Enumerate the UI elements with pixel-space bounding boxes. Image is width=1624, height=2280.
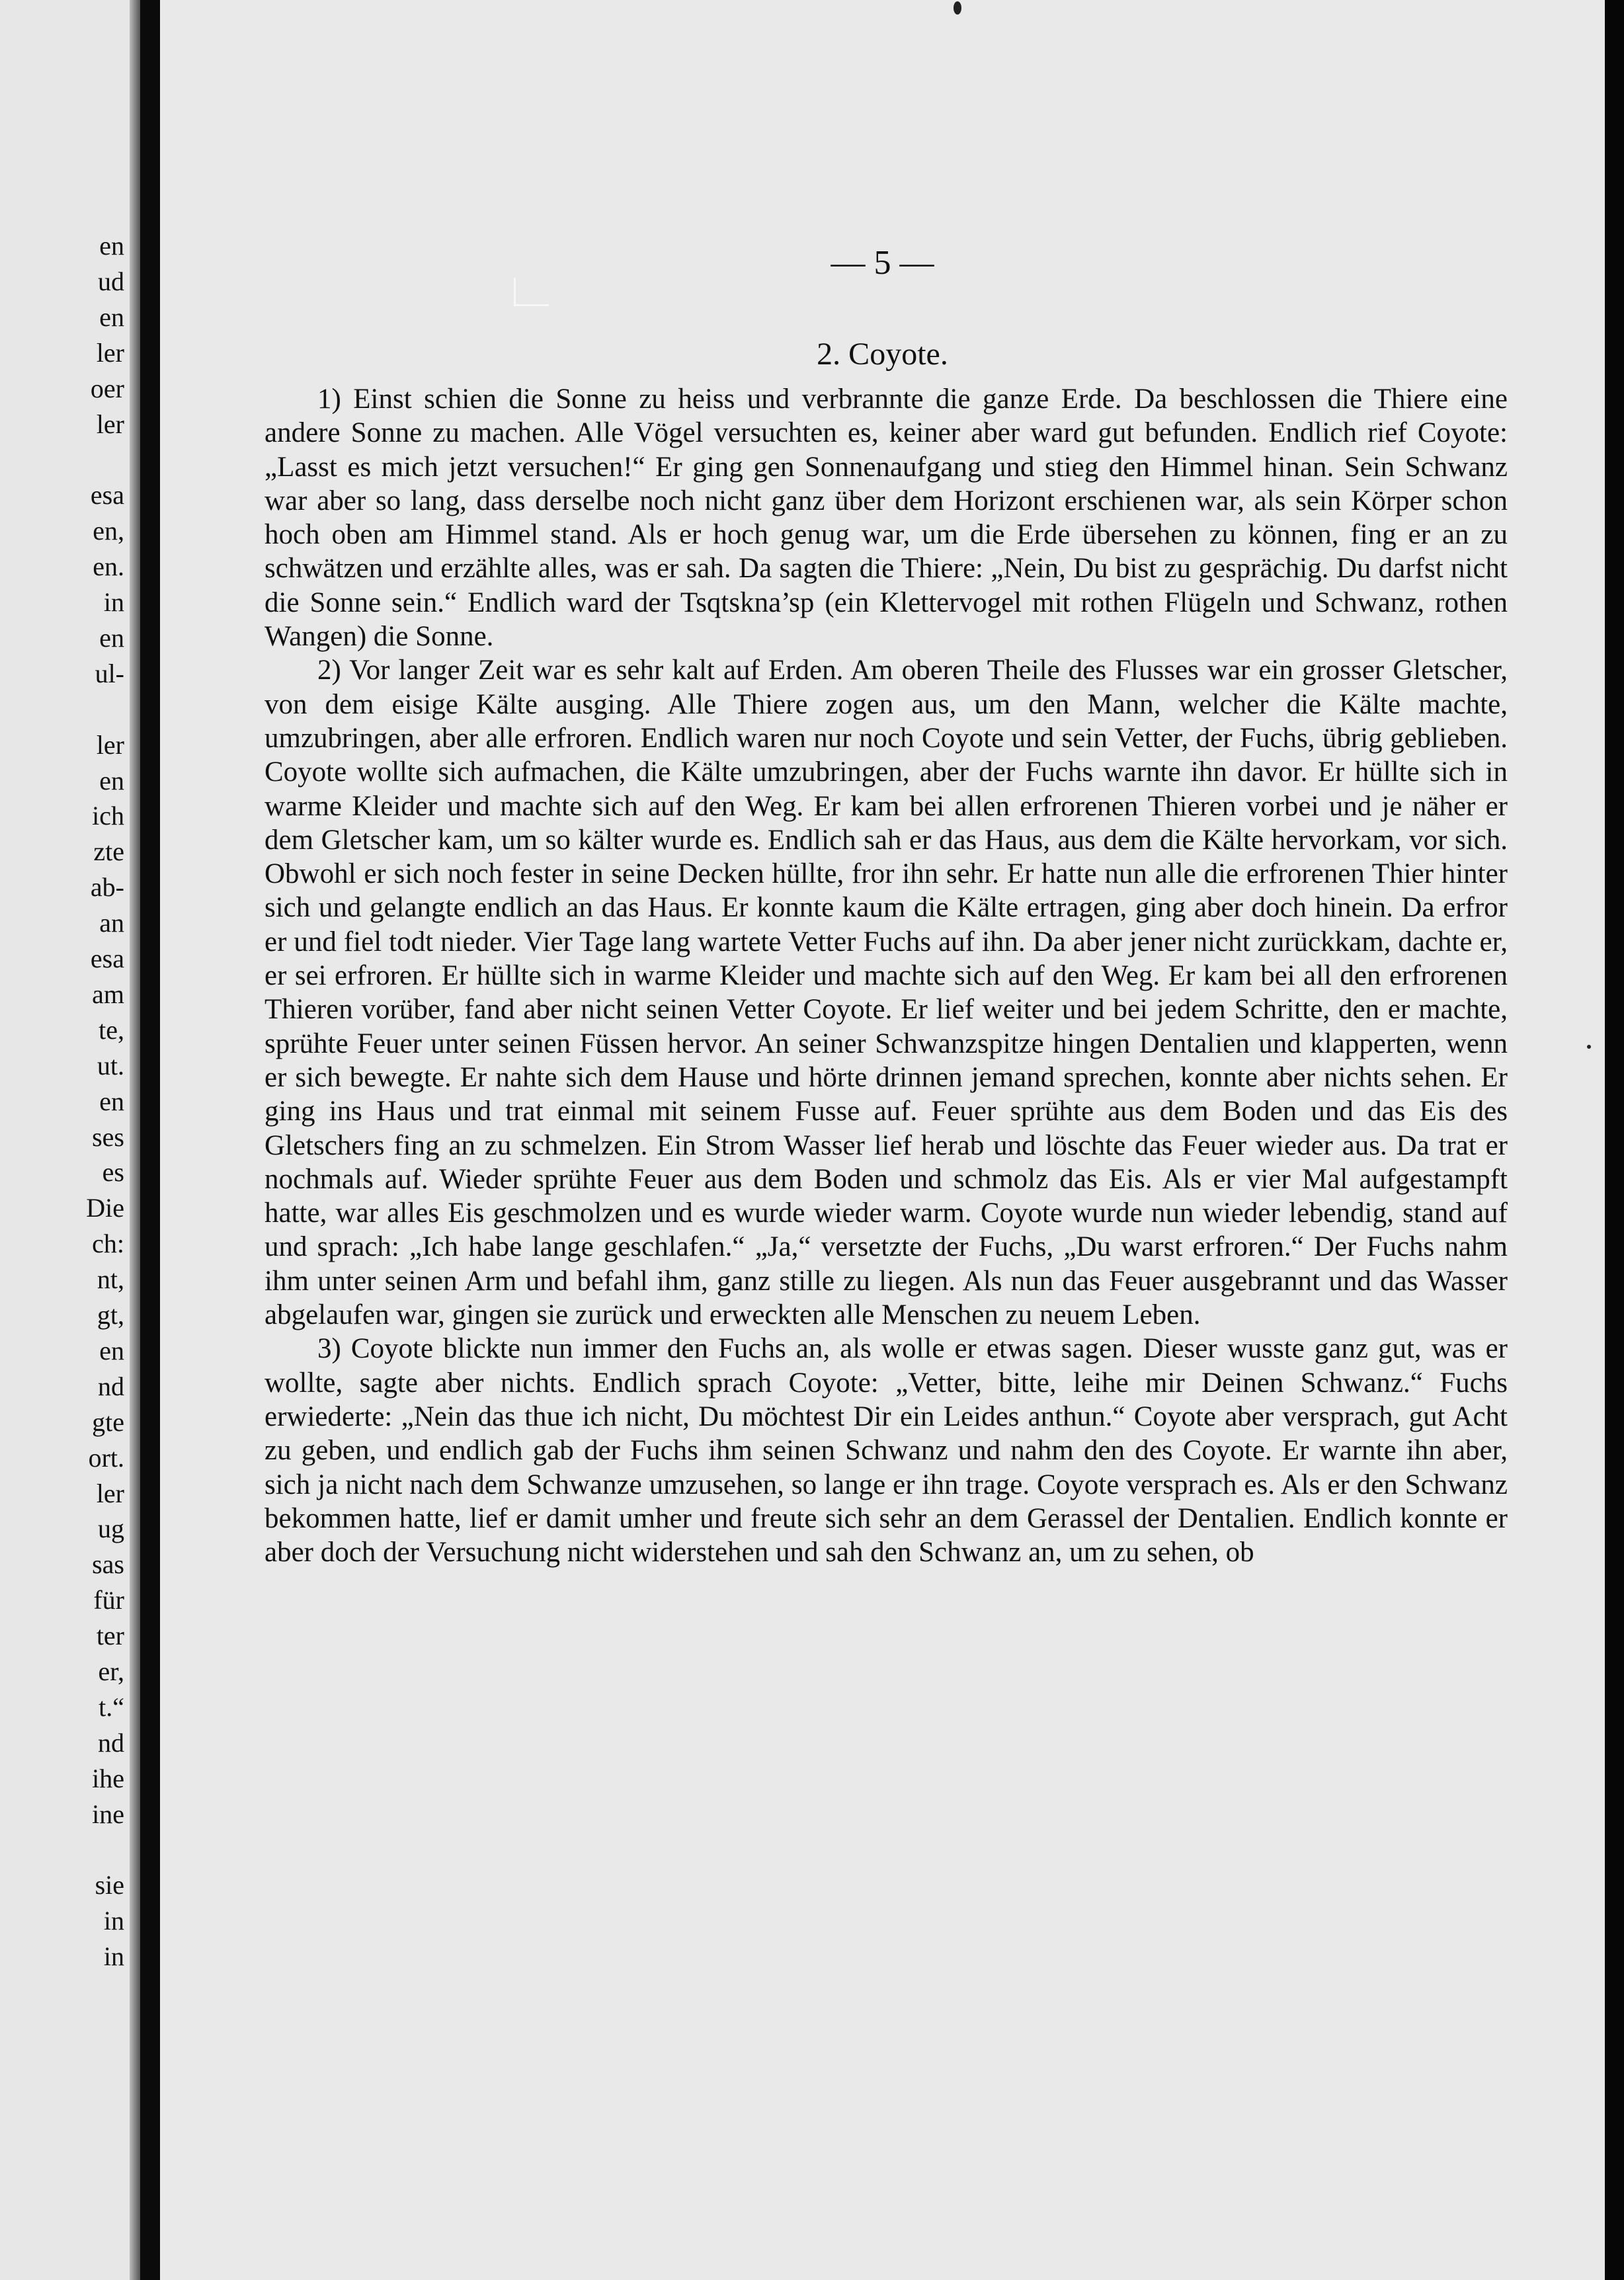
margin-fragment: en: [99, 765, 124, 795]
margin-fragment: ses: [92, 1121, 124, 1152]
right-page-edge: [1605, 0, 1624, 2280]
margin-fragment: ud: [98, 266, 124, 296]
margin-fragment: für: [93, 1585, 124, 1615]
margin-fragment: esa: [90, 944, 124, 973]
margin-fragment: sas: [92, 1549, 124, 1580]
margin-fragment: en: [99, 1335, 124, 1365]
margin-fragment: an: [99, 908, 124, 938]
margin-fragment: ug: [98, 1514, 124, 1544]
margin-fragment: en: [99, 302, 124, 332]
margin-fragment: Die: [86, 1193, 124, 1223]
margin-fragment: er,: [98, 1656, 124, 1686]
margin-fragment: ler: [96, 1478, 124, 1508]
margin-fragment: in: [103, 1906, 124, 1936]
margin-fragment: nt,: [97, 1264, 124, 1295]
margin-fragment: t.“: [99, 1691, 124, 1722]
margin-fragment: en.: [93, 551, 124, 582]
margin-fragment: am: [92, 979, 124, 1009]
margin-fragment: oer: [90, 373, 124, 403]
dust-speck: [1587, 1045, 1591, 1049]
margin-fragment: ler: [96, 409, 124, 439]
margin-fragment: en,: [93, 516, 124, 546]
margin-fragment: esa: [90, 480, 124, 510]
margin-fragment: ler: [96, 337, 124, 368]
margin-fragment: ch:: [92, 1229, 124, 1259]
page-number: — 5 —: [831, 244, 934, 282]
margin-fragment: nd: [98, 1371, 124, 1401]
body-text: [264, 382, 1508, 1569]
main-page: [160, 0, 1605, 2280]
left-page-edge: [0, 0, 140, 2280]
margin-fragment: sie: [95, 1870, 124, 1900]
margin-fragment: en: [99, 231, 124, 261]
margin-fragment: es: [102, 1157, 124, 1188]
margin-fragment: zte: [93, 836, 124, 867]
margin-fragment: ihe: [92, 1763, 124, 1793]
margin-fragment: gt,: [97, 1300, 124, 1330]
paragraph-1: 1) Einst schien die Sonne zu heiss und verbrannte die ganze Erde. Da beschlossen die Thiere eine andere Sonne zu machen. Alle Vögel versuchten es, keiner aber ward gut befunden. Endlich rief Coyote: „Lasst es mich jetzt versuchen!“ Er ging gen Sonnenaufgang und stieg den Himmel hinan. Sein Schwanz war aber so lang, dass derselbe noch nicht ganz über dem Horizont erschienen war, als sein Körper schon hoch oben am Himmel stand. Als er hoch genug war, um die Erde übersehen zu können, fing er an zu schwätzen und erzählte alles, was er sah. Da sagten die Thiere: „Nein, Du bist zu gesprächig. Du darfst nicht die Sonne sein.“ Endlich ward der Tsqtskna’sp (ein Klettervogel mit rothen Flügeln und Schwanz, rothen Wangen) die Sonne.: [264, 384, 1508, 653]
margin-fragment: ut.: [97, 1050, 124, 1080]
margin-fragment: in: [103, 1941, 124, 1972]
margin-fragment: te,: [99, 1014, 124, 1045]
margin-fragment: ich: [92, 801, 124, 831]
margin-fragment: in: [103, 587, 124, 617]
margin-fragment: nd: [98, 1727, 124, 1758]
margin-fragment: gte: [92, 1406, 124, 1437]
book-gutter: [140, 0, 160, 2280]
section-title: 2. Coyote.: [817, 337, 948, 372]
paragraph-2: 2) Vor langer Zeit war es sehr kalt auf Erden. Am oberen Theile des Flusses war ein grosser Gletscher, von dem eisige Kälte ausging. Alle Thiere zogen aus, um den Mann, welcher die Kälte machte, umzubringen, aber alle erfroren. Endlich waren nur noch Coyote und sein Vetter, der Fuchs, übrig geblieben. Coyote wollte sich aufmachen, die Kälte umzubringen, aber der Fuchs warnte ihn davor. Er hüllte sich in warme Kleider und machte sich auf den Weg. Er kam bei allen erfrorenen Thieren vorbei und je näher er dem Gletscher kam, um so kälter wurde es. Endlich sah er das Haus, aus dem die Kälte hervorkam, vor sich. Obwohl er sich noch fester in seine Decken hüllte, fror ihn sehr. Er hatte nun alle die erfrorenen Thier hinter sich und gelangte endlich an das Haus. Er konnte kaum die Kälte ertragen, ging aber doch hinein. Da erfror er und fiel todt nieder. Vier Tage lang wartete Vetter Fuchs auf ihn. Da aber jener nicht zurückkam, dachte er, er sei erfroren. Er hüllte sich in warme Kleider und machte sich auf den Weg. Er kam bei all den erfrorenen Thieren vorüber, fand aber nicht seinen Vetter Coyote. Er lief weiter und bei jedem Schritte, den er machte, sprühte Feuer unter seinen Füssen hervor. An seiner Schwanzspitze hingen Dentalien und klapperten, wenn er sich bewegte. Er nahte sich dem Hause und hörte drinnen jemand sprechen, konnte aber nichts sehen. Er ging ins Haus und trat einmal mit seinem Fusse auf. Feuer sprühte aus dem Boden und das Eis des Gletschers fing an zu schmelzen. Ein Strom Wasser lief herab und löschte das Feuer wieder aus. Da trat er nochmals auf. Wieder sprühte Feuer aus dem Boden und schmolz das Eis. Als er vier Mal aufgestampft hatte, war alles Eis geschmolzen und es wurde wieder warm. Coyote wurde nun wieder lebendig, stand auf und sprach: „Ich habe lange geschlafen.“ „Ja,“ versetzte der Fuchs, „Du warst erfroren.“ Der Fuchs nahm ihm unter seinen Arm und befahl ihm, ganz stille zu liegen. Als nun das Feuer ausgebrannt und das Wasser abgelaufen war, gingen sie zurück und erweckten alle Menschen zu neuem Leben.: [264, 655, 1508, 1331]
dust-speck: [954, 1, 961, 15]
paragraph-3: 3) Coyote blickte nun immer den Fuchs an, als wolle er etwas sagen. Dieser wusste ganz gut, was er wollte, sagte aber nichts. Endlich sprach Coyote: „Vetter, bitte, leihe mir Deinen Schwanz.“ Fuchs erwiederte: „Nein das thue ich nicht, Du möchtest Dir ein Leides anthun.“ Coyote aber versprach, gut Acht zu geben, und endlich gab der Fuchs ihm seinen Schwanz und nahm den des Coyote. Er warnte ihn aber, sich ja nicht nach dem Schwanze umzusehen, so lange er ihn trage. Coyote versprach es. Als er den Schwanz bekommen hatte, lief er damit umher und freute sich sehr an dem Gerassel der Dentalien. Endlich konnte er aber doch der Versuchung nicht widerstehen und sah den Schwanz an, um zu sehen, ob: [264, 1333, 1508, 1568]
pencil-mark: [514, 278, 549, 306]
margin-fragment: ine: [92, 1799, 124, 1829]
binding-shadow: [130, 0, 140, 2280]
margin-fragment: ter: [96, 1621, 124, 1651]
margin-fragment: ler: [96, 729, 124, 760]
margin-fragment: ul-: [95, 658, 124, 688]
margin-fragment: ab-: [90, 872, 124, 903]
margin-fragment: ort.: [88, 1442, 124, 1473]
margin-fragment: en: [99, 622, 124, 653]
margin-fragment: en: [99, 1086, 124, 1116]
